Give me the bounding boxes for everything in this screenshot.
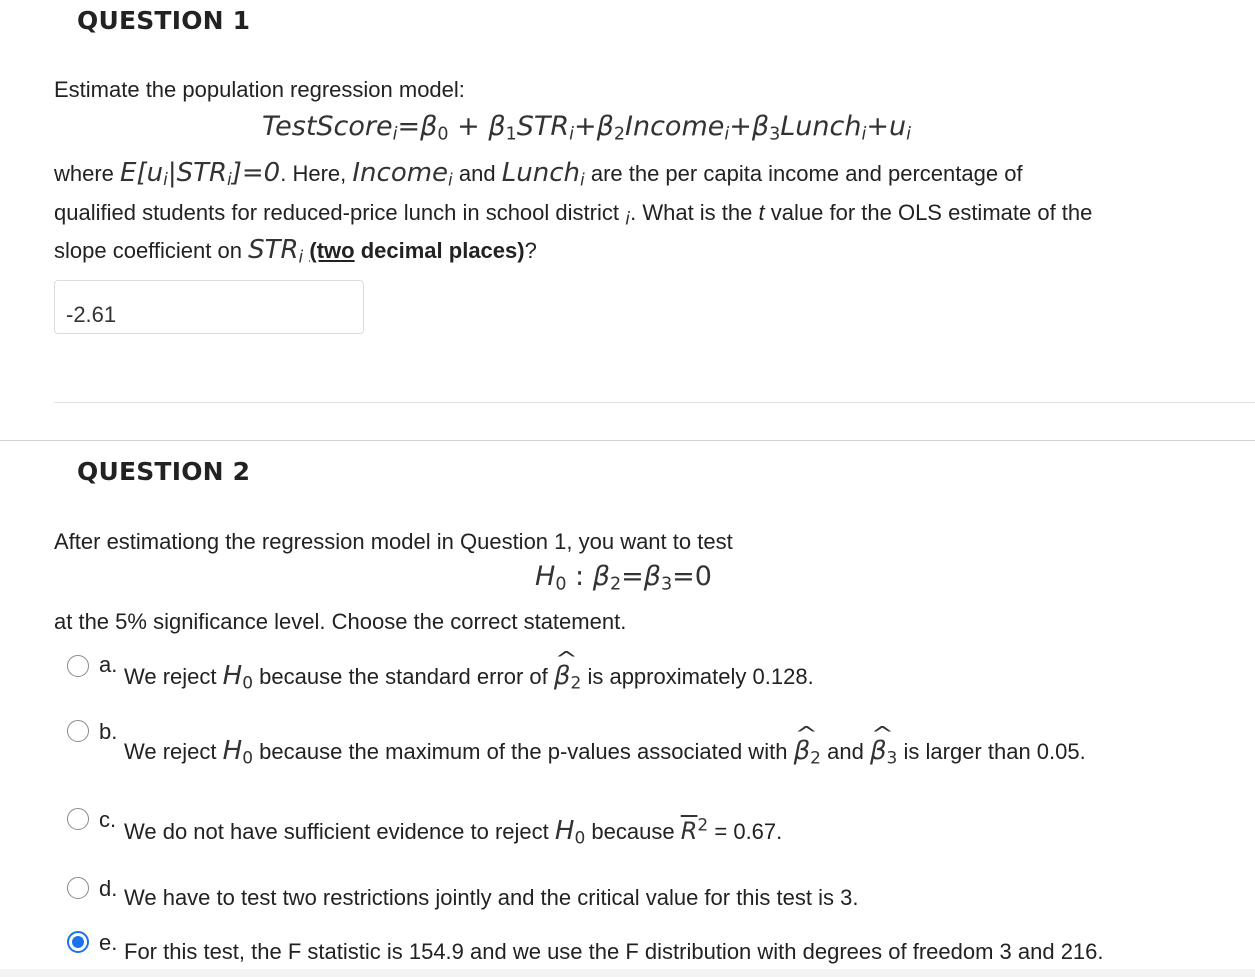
question-2-title: QUESTION 2: [77, 457, 251, 486]
q1-line-2: qualified students for reduced-price lunch in school district $_i$. What is the t value for the OLS estimate of the: [54, 200, 1093, 230]
option-b-text: We reject $H_0$ because the maximum of the p-values associated with ^ $\beta_2$ and ^ $\beta_3$ is larger than 0.05.: [124, 736, 1086, 766]
q1-line-3: slope coefficient on $STR_i$ (two decimal places)?: [54, 235, 537, 268]
option-a-text: We reject $H_0$ because the standard error of ^ $\beta_2$ is approximately 0.128.: [124, 661, 814, 691]
option-e-letter: e.: [99, 930, 118, 955]
option-d-text: We have to test two restrictions jointly and the critical value for this test is 3.: [124, 885, 859, 910]
q2-after-text: at the 5% significance level. Choose the correct statement.: [54, 609, 627, 634]
divider: [54, 402, 1255, 403]
q1-where-line: where $E[u_i|STR_i]=0$. Here, Income$_i$ and Lunch$_i$ are the per capita income and percentage of: [54, 158, 1023, 191]
option-c-letter: c.: [99, 807, 117, 832]
option-a-letter: a.: [99, 652, 118, 677]
option-d-radio[interactable]: [67, 877, 89, 899]
option-c-text: We do not have sufficient evidence to reject $H_0$ because $\overline{R}^2 = 0.67$.: [124, 815, 783, 849]
q1-intro: Estimate the population regression model:: [54, 77, 465, 102]
option-a-radio[interactable]: [67, 655, 89, 677]
option-c-radio[interactable]: [67, 808, 89, 830]
section-divider: [0, 440, 1255, 441]
option-b-radio[interactable]: [67, 720, 89, 742]
option-b-letter: b.: [99, 719, 118, 744]
option-e-radio[interactable]: [67, 931, 89, 953]
option-e-text: For this test, the F statistic is 154.9 and we use the F distribution with degrees of freedom 3 and 216.: [124, 939, 1104, 964]
option-d-letter: d.: [99, 876, 118, 901]
bottom-strip: [0, 969, 1255, 977]
q1-answer-input[interactable]: [54, 280, 364, 334]
q2-intro: After estimationg the regression model in Question 1, you want to test: [54, 529, 733, 554]
q1-regression-equation: $TestScore_i=\beta_0$ + $\beta_1STR_i+\beta_2Income_i+\beta_3Lunch_i+u_i$: [262, 111, 911, 145]
q2-null-hypothesis: $H_0$ : $\beta_2=\beta_3=0$: [535, 561, 712, 595]
question-1-title: QUESTION 1: [77, 6, 251, 35]
